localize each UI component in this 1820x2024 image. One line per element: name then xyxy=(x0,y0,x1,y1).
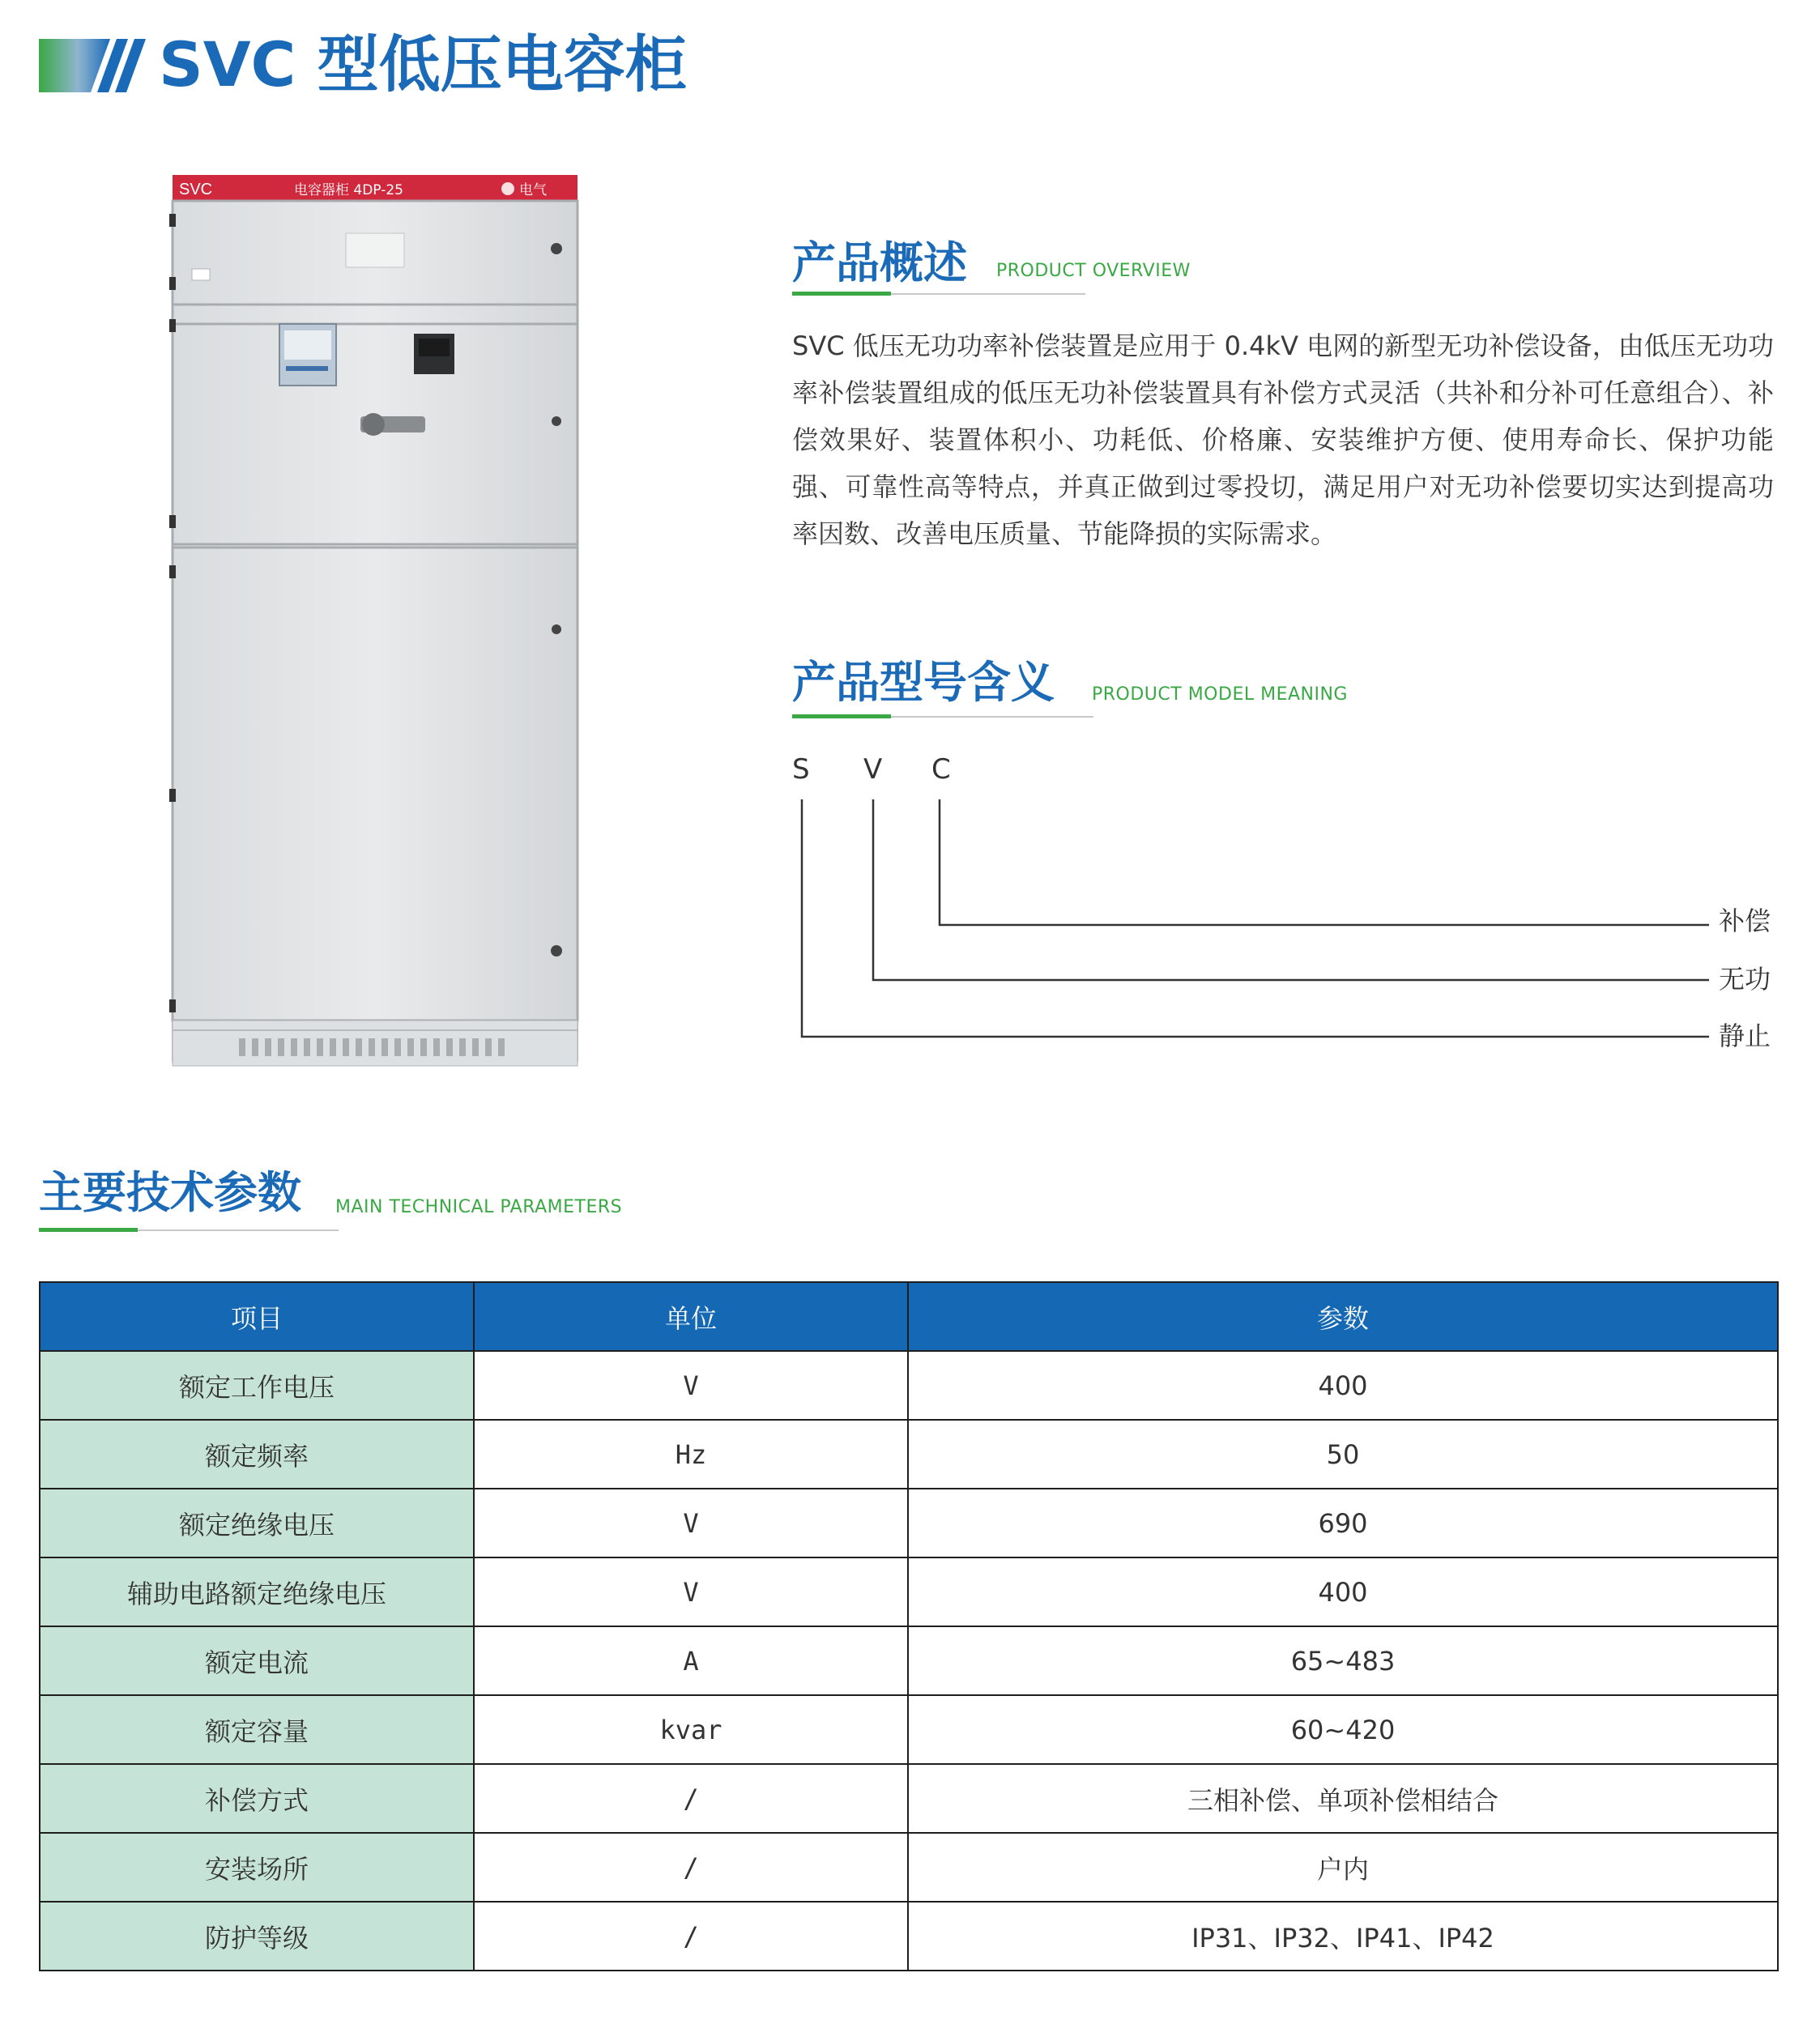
row-value: 690 xyxy=(908,1489,1778,1557)
model-title: 产品型号含义 xyxy=(792,657,1055,708)
cabinet-label-center: 电容器柜 4DP-25 xyxy=(294,182,403,198)
row-unit: / xyxy=(474,1902,908,1971)
table-row xyxy=(40,1695,1778,1764)
row-unit: V xyxy=(474,1351,908,1420)
overview-subtitle: PRODUCT OVERVIEW xyxy=(996,261,1191,281)
table-row xyxy=(40,1489,1778,1557)
cabinet-label-left: SVC xyxy=(179,181,213,198)
row-value: 50 xyxy=(908,1420,1778,1489)
row-value: 三相补偿、单项补偿相结合 xyxy=(908,1764,1778,1833)
model-meaning-static: 静止 xyxy=(1719,1021,1771,1051)
row-item: 额定频率 xyxy=(40,1420,474,1489)
table-row xyxy=(40,1420,1778,1489)
row-unit: V xyxy=(474,1489,908,1557)
table-row xyxy=(40,1557,1778,1626)
table-row xyxy=(40,1351,1778,1420)
row-item: 安装场所 xyxy=(40,1833,474,1902)
row-unit: V xyxy=(474,1557,908,1626)
cabinet-label-right: 电气 xyxy=(519,182,547,198)
row-item: 补偿方式 xyxy=(40,1764,474,1833)
row-unit: / xyxy=(474,1833,908,1902)
row-item: 额定工作电压 xyxy=(40,1351,474,1420)
svc-cabinet-image xyxy=(166,172,583,1072)
params-subtitle: MAIN TECHNICAL PARAMETERS xyxy=(335,1197,623,1217)
table-row xyxy=(40,1833,1778,1902)
params-accent-bar xyxy=(39,1228,138,1232)
table-row xyxy=(40,1626,1778,1695)
model-meaning-compensation: 补偿 xyxy=(1719,905,1771,936)
header-item: 项目 xyxy=(40,1282,474,1351)
table-row xyxy=(40,1764,1778,1833)
row-value: 60~420 xyxy=(908,1695,1778,1764)
overview-text: SVC 低压无功功率补偿装置是应用于 0.4kV 电网的新型无功补偿设备，由低压无功功率补偿装置组成的低压无功补偿装置具有补偿方式灵活（共补和分补可任意组合）、补偿效果好、装置体积小、功耗低、价格廉、安装维护方便、使用寿命长、保护功能强、可靠性高等特点，并真正做到过零投切，满足用户对无功补偿要切实达到提高功率因数、改善电压质量、节能降损的实际需求。 xyxy=(792,330,1774,549)
page-title: SVC 型低压电容柜 xyxy=(159,28,687,100)
row-value: 400 xyxy=(908,1557,1778,1626)
model-accent-bar xyxy=(792,714,891,718)
row-item: 额定绝缘电压 xyxy=(40,1489,474,1557)
model-meaning-reactive: 无功 xyxy=(1719,964,1771,995)
model-letter-v: V xyxy=(863,753,883,786)
row-value: IP31、IP32、IP41、IP42 xyxy=(908,1902,1778,1971)
overview-accent-bar xyxy=(792,292,891,296)
row-item: 辅助电路额定绝缘电压 xyxy=(40,1557,474,1626)
table-header-row xyxy=(40,1282,1778,1351)
row-unit: kvar xyxy=(474,1695,908,1764)
row-value: 户内 xyxy=(908,1833,1778,1902)
row-value: 65~483 xyxy=(908,1626,1778,1695)
cabinet-logo-icon xyxy=(501,182,514,195)
row-unit: Hz xyxy=(474,1420,908,1489)
row-item: 防护等级 xyxy=(40,1902,474,1971)
overview-title: 产品概述 xyxy=(792,237,967,288)
table-row xyxy=(40,1902,1778,1971)
params-title: 主要技术参数 xyxy=(39,1167,301,1218)
model-subtitle: PRODUCT MODEL MEANING xyxy=(1092,684,1348,705)
row-item: 额定电流 xyxy=(40,1626,474,1695)
header-unit: 单位 xyxy=(474,1282,908,1351)
model-letter-c: C xyxy=(931,753,951,786)
header-value: 参数 xyxy=(908,1282,1778,1351)
model-letter-s: S xyxy=(792,753,810,786)
model-bracket-lines xyxy=(786,790,1717,1049)
title-stripe-icon xyxy=(39,39,146,92)
parameters-table xyxy=(39,1281,1779,1971)
row-unit: A xyxy=(474,1626,908,1695)
row-item: 额定容量 xyxy=(40,1695,474,1764)
row-value: 400 xyxy=(908,1351,1778,1420)
row-unit: / xyxy=(474,1764,908,1833)
